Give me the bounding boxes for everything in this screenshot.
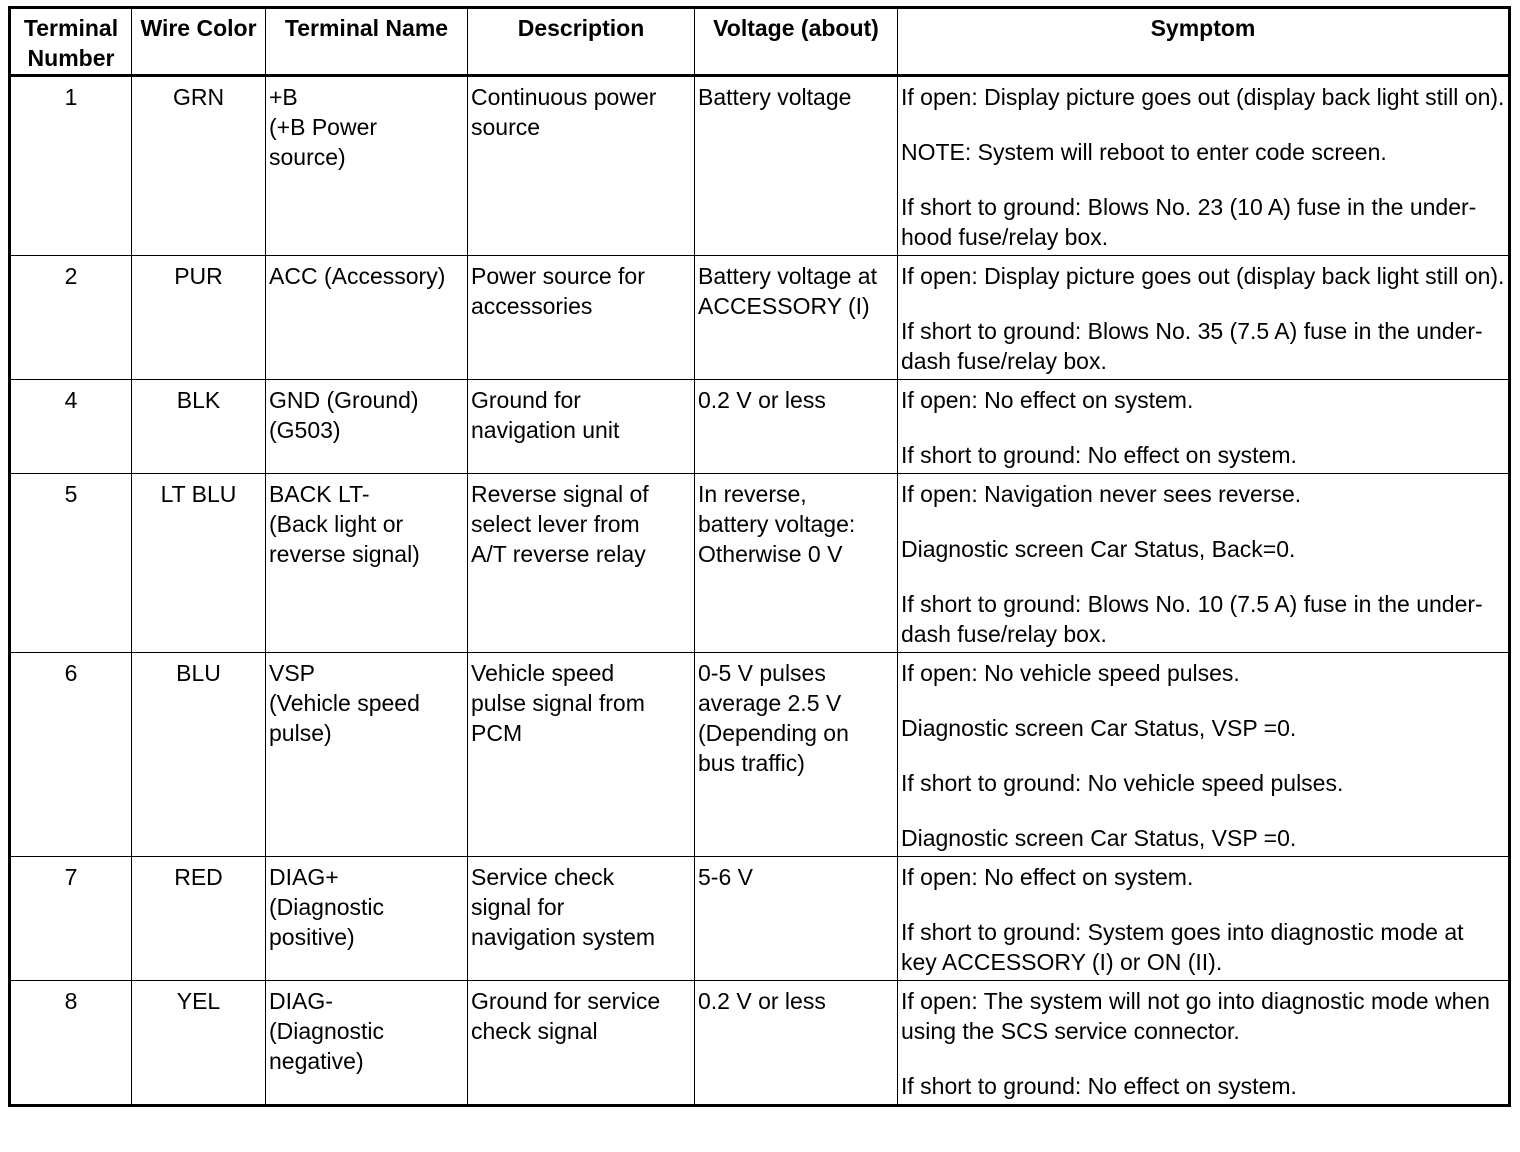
terminal-name-line: (Back light or	[269, 511, 404, 537]
voltage-line: 0.2 V or less	[698, 387, 826, 413]
terminal-name-cell	[266, 474, 468, 653]
terminal-name-line: (Diagnostic	[269, 1018, 385, 1044]
voltage-line: average 2.5 V	[698, 690, 842, 716]
wire-color-cell: GRN	[132, 76, 266, 256]
description-line: source	[471, 114, 541, 140]
terminal-name-cell	[266, 380, 468, 474]
description-cell	[468, 256, 695, 380]
voltage-line: bus traffic)	[698, 750, 805, 776]
symptom-paragraph: If open: No vehicle speed pulses.	[901, 660, 1240, 686]
symptom-paragraph: If short to ground: System goes into diagnostic mode at key ACCESSORY (I) or ON (II).	[901, 919, 1464, 975]
symptom-paragraph: Diagnostic screen Car Status, Back=0.	[901, 536, 1296, 562]
voltage-line: Battery voltage	[698, 84, 852, 110]
description-line: Reverse signal of	[471, 481, 649, 507]
voltage-cell	[695, 474, 898, 653]
terminal-name-line: DIAG+	[269, 864, 339, 890]
terminal-name-line: GND (Ground)	[269, 387, 419, 413]
description-line: Service check	[471, 864, 615, 890]
voltage-line: Battery voltage at	[698, 263, 877, 289]
terminal-number-cell: 1	[10, 76, 132, 256]
terminal-name-line: BACK LT-	[269, 481, 370, 507]
description-line: select lever from	[471, 511, 640, 537]
symptom-paragraph: If open: Display picture goes out (display back light still on).	[901, 84, 1505, 110]
wire-color-cell: RED	[132, 857, 266, 981]
terminal-name-line: (G503)	[269, 417, 341, 443]
header-description: Description	[468, 8, 695, 76]
terminal-number-cell: 5	[10, 474, 132, 653]
table-row	[10, 76, 1510, 256]
voltage-cell	[695, 981, 898, 1106]
table-row	[10, 857, 1510, 981]
description-line: navigation system	[471, 924, 656, 950]
symptom-paragraph: If open: Navigation never sees reverse.	[901, 481, 1302, 507]
symptom-cell	[898, 474, 1510, 653]
symptom-paragraph: NOTE: System will reboot to enter code screen.	[901, 139, 1387, 165]
terminal-number-cell: 8	[10, 981, 132, 1106]
description-cell	[468, 981, 695, 1106]
terminal-name-cell	[266, 256, 468, 380]
terminal-name-cell	[266, 76, 468, 256]
terminal-name-line: source)	[269, 144, 346, 170]
terminal-name-line: ACC (Accessory)	[269, 263, 446, 289]
description-line: Vehicle speed	[471, 660, 615, 686]
symptom-paragraph: If short to ground: No effect on system.	[901, 1073, 1297, 1099]
terminal-name-cell	[266, 857, 468, 981]
terminal-name-cell	[266, 981, 468, 1106]
description-line: Ground for	[471, 387, 581, 413]
wire-color-cell: LT BLU	[132, 474, 266, 653]
terminal-name-line: VSP	[269, 660, 316, 686]
header-symptom: Symptom	[898, 8, 1510, 76]
wire-color-cell: YEL	[132, 981, 266, 1106]
terminal-name-line: +B	[269, 84, 298, 110]
voltage-cell	[695, 653, 898, 857]
symptom-cell	[898, 981, 1510, 1106]
voltage-line: 0.2 V or less	[698, 988, 826, 1014]
voltage-cell	[695, 380, 898, 474]
wire-color-cell: BLK	[132, 380, 266, 474]
symptom-paragraph: If open: No effect on system.	[901, 387, 1194, 413]
symptom-cell	[898, 256, 1510, 380]
description-cell	[468, 380, 695, 474]
terminal-number-cell: 7	[10, 857, 132, 981]
voltage-cell	[695, 76, 898, 256]
symptom-paragraph: Diagnostic screen Car Status, VSP =0.	[901, 825, 1297, 851]
description-line: pulse signal from	[471, 690, 645, 716]
voltage-line: battery voltage:	[698, 511, 856, 537]
table-row	[10, 474, 1510, 653]
description-line: check signal	[471, 1018, 598, 1044]
header-terminal-name: Terminal Name	[266, 8, 468, 76]
symptom-paragraph: Diagnostic screen Car Status, VSP =0.	[901, 715, 1297, 741]
symptom-cell	[898, 857, 1510, 981]
description-line: accessories	[471, 293, 593, 319]
voltage-cell	[695, 857, 898, 981]
terminal-name-cell	[266, 653, 468, 857]
header-wire-color: Wire Color	[132, 8, 266, 76]
description-line: PCM	[471, 720, 523, 746]
terminal-name-line: (+B Power	[269, 114, 378, 140]
symptom-paragraph: If open: Display picture goes out (display back light still on).	[901, 263, 1505, 289]
voltage-cell	[695, 256, 898, 380]
terminal-name-line: pulse)	[269, 720, 332, 746]
terminal-name-line: positive)	[269, 924, 355, 950]
table-row	[10, 380, 1510, 474]
terminal-number-cell: 4	[10, 380, 132, 474]
description-line: Continuous power	[471, 84, 657, 110]
symptom-paragraph: If short to ground: No vehicle speed pulses.	[901, 770, 1344, 796]
terminal-name-line: DIAG-	[269, 988, 333, 1014]
table-row	[10, 981, 1510, 1106]
terminal-name-line: (Vehicle speed	[269, 690, 420, 716]
header-voltage: Voltage (about)	[695, 8, 898, 76]
table-row	[10, 256, 1510, 380]
symptom-cell	[898, 76, 1510, 256]
header-row	[10, 8, 1510, 76]
symptom-cell	[898, 380, 1510, 474]
terminal-name-line: negative)	[269, 1048, 364, 1074]
description-line: signal for	[471, 894, 565, 920]
description-cell	[468, 76, 695, 256]
wire-color-cell: BLU	[132, 653, 266, 857]
symptom-paragraph: If short to ground: Blows No. 10 (7.5 A) fuse in the under-dash fuse/relay box.	[901, 591, 1483, 647]
description-cell	[468, 653, 695, 857]
terminal-number-cell: 6	[10, 653, 132, 857]
symptom-paragraph: If short to ground: No effect on system.	[901, 442, 1297, 468]
voltage-line: Otherwise 0 V	[698, 541, 843, 567]
symptom-paragraph: If open: The system will not go into diagnostic mode when using the SCS service connector.	[901, 988, 1490, 1044]
voltage-line: (Depending on	[698, 720, 849, 746]
voltage-line: ACCESSORY (I)	[698, 293, 870, 319]
header-terminal-number: Terminal Number	[10, 8, 132, 76]
symptom-paragraph: If open: No effect on system.	[901, 864, 1194, 890]
voltage-line: In reverse,	[698, 481, 807, 507]
terminal-name-line: reverse signal)	[269, 541, 420, 567]
description-cell	[468, 474, 695, 653]
symptom-paragraph: If short to ground: Blows No. 35 (7.5 A) fuse in the under-dash fuse/relay box.	[901, 318, 1483, 374]
voltage-line: 0-5 V pulses	[698, 660, 826, 686]
terminal-table	[8, 6, 1511, 1107]
table-row	[10, 653, 1510, 857]
description-line: navigation unit	[471, 417, 620, 443]
terminal-name-line: (Diagnostic	[269, 894, 385, 920]
description-line: A/T reverse relay	[471, 541, 646, 567]
terminal-number-cell: 2	[10, 256, 132, 380]
symptom-paragraph: If short to ground: Blows No. 23 (10 A) fuse in the under-hood fuse/relay box.	[901, 194, 1477, 250]
description-line: Ground for service	[471, 988, 661, 1014]
description-line: Power source for	[471, 263, 645, 289]
voltage-line: 5-6 V	[698, 864, 753, 890]
symptom-cell	[898, 653, 1510, 857]
description-cell	[468, 857, 695, 981]
wire-color-cell: PUR	[132, 256, 266, 380]
